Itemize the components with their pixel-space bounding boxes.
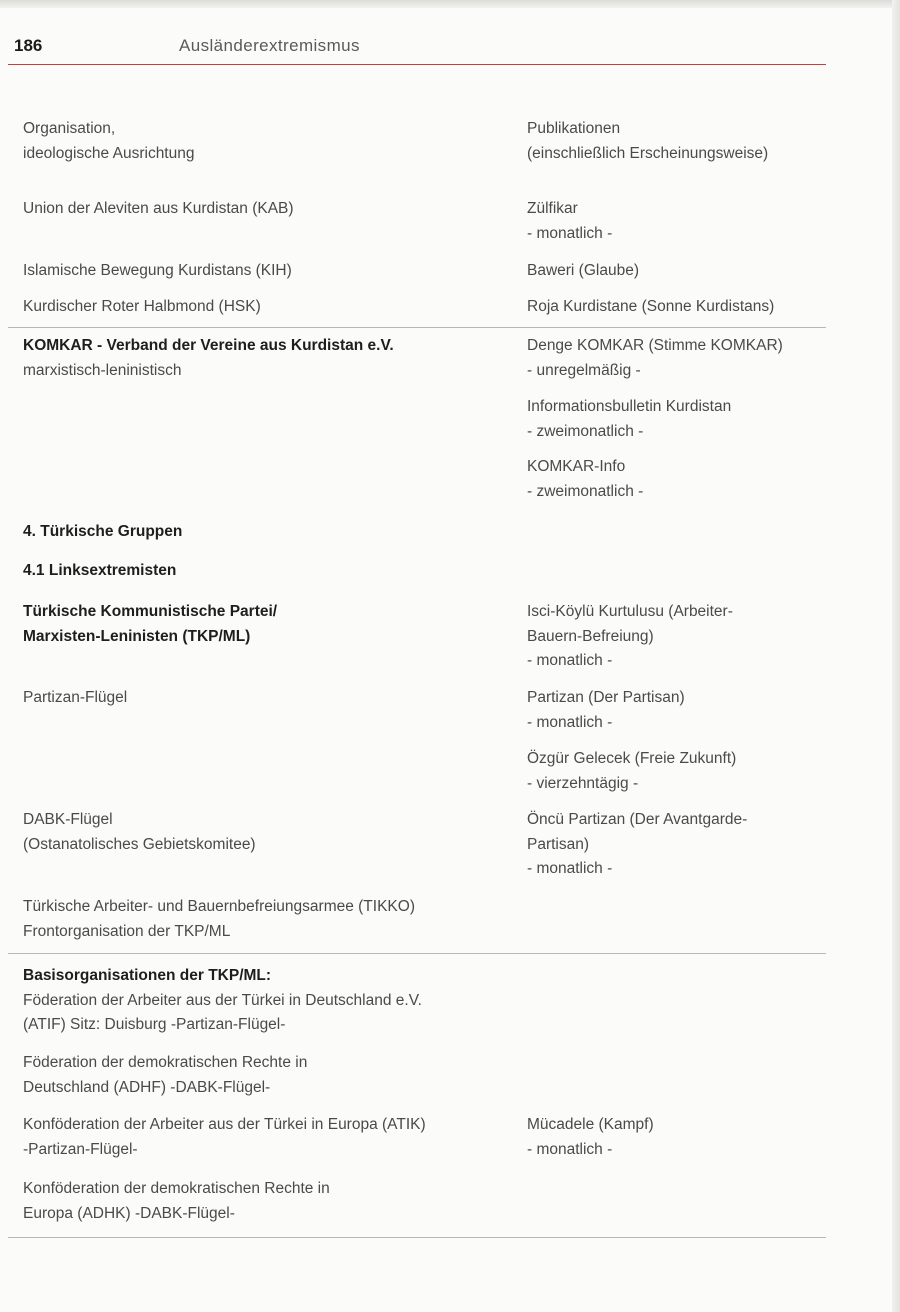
org-komkar: KOMKAR - Verband der Vereine aus Kurdistan e.V. marxistisch-leninistisch bbox=[23, 337, 394, 379]
subheading-left-extremists: 4.1 Linksextremisten bbox=[23, 562, 177, 579]
scan-edge-right bbox=[892, 0, 900, 1312]
section-divider bbox=[8, 953, 826, 954]
running-title: Ausländerextremismus bbox=[179, 36, 360, 55]
pub-partizan-2: Özgür Gelecek (Freie Zukunft) - vierzehntägig - bbox=[527, 750, 737, 792]
org-basis-atif: Basisorganisationen der TKP/ML: Föderation der Arbeiter aus der Türkei in Deutschland e.V. (ATIF) Sitz: Duisburg -Partizan-Flügel- bbox=[23, 967, 422, 1033]
org-kih: Islamische Bewegung Kurdistans (KIH) bbox=[23, 262, 292, 279]
org-kab: Union der Aleviten aus Kurdistan (KAB) bbox=[23, 200, 294, 217]
pub-tkpml: Isci-Köylü Kurtulusu (Arbeiter- Bauern-Befreiung) - monatlich - bbox=[527, 603, 733, 669]
pub-komkar-1: Denge KOMKAR (Stimme KOMKAR) - unregelmäßig - bbox=[527, 337, 783, 379]
header-rule bbox=[8, 64, 826, 65]
org-partizan-wing: Partizan-Flügel bbox=[23, 689, 128, 706]
pub-hsk: Roja Kurdistane (Sonne Kurdistans) bbox=[527, 298, 775, 315]
section-divider bbox=[8, 327, 826, 328]
section-heading-turkish-groups: 4. Türkische Gruppen bbox=[23, 523, 183, 540]
column-heading-publications: Publikationen (einschließlich Erscheinungsweise) bbox=[527, 120, 769, 162]
page-header bbox=[8, 36, 826, 66]
org-adhf: Föderation der demokratischen Rechte in Deutschland (ADHF) -DABK-Flügel- bbox=[23, 1054, 308, 1096]
column-heading-organisation: Organisation, ideologische Ausrichtung bbox=[23, 120, 195, 162]
org-hsk: Kurdischer Roter Halbmond (HSK) bbox=[23, 298, 261, 315]
pub-komkar-3: KOMKAR-Info - zweimonatlich - bbox=[527, 458, 644, 500]
pub-partizan-1: Partizan (Der Partisan) - monatlich - bbox=[527, 689, 685, 731]
org-adhk: Konföderation der demokratischen Rechte in Europa (ADHK) -DABK-Flügel- bbox=[23, 1180, 330, 1222]
pub-kab: Zülfikar - monatlich - bbox=[527, 200, 613, 242]
pub-komkar-2: Informationsbulletin Kurdistan - zweimonatlich - bbox=[527, 398, 732, 440]
org-dabk-wing: DABK-Flügel (Ostanatolisches Gebietskomitee) bbox=[23, 811, 256, 853]
scan-edge-top bbox=[0, 0, 900, 8]
pub-kih: Baweri (Glaube) bbox=[527, 262, 639, 279]
pub-dabk: Öncü Partizan (Der Avantgarde- Partisan) - monatlich - bbox=[527, 811, 748, 877]
org-atik: Konföderation der Arbeiter aus der Türkei in Europa (ATIK) -Partizan-Flügel- bbox=[23, 1116, 426, 1158]
pub-atik: Mücadele (Kampf) - monatlich - bbox=[527, 1116, 654, 1158]
page-number: 186 bbox=[14, 36, 43, 55]
org-tkpml: Türkische Kommunistische Partei/ Marxisten-Leninisten (TKP/ML) bbox=[23, 603, 278, 645]
org-tikko: Türkische Arbeiter- und Bauernbefreiungsarmee (TIKKO) Frontorganisation der TKP/ML bbox=[23, 898, 415, 940]
bottom-divider bbox=[8, 1237, 826, 1238]
